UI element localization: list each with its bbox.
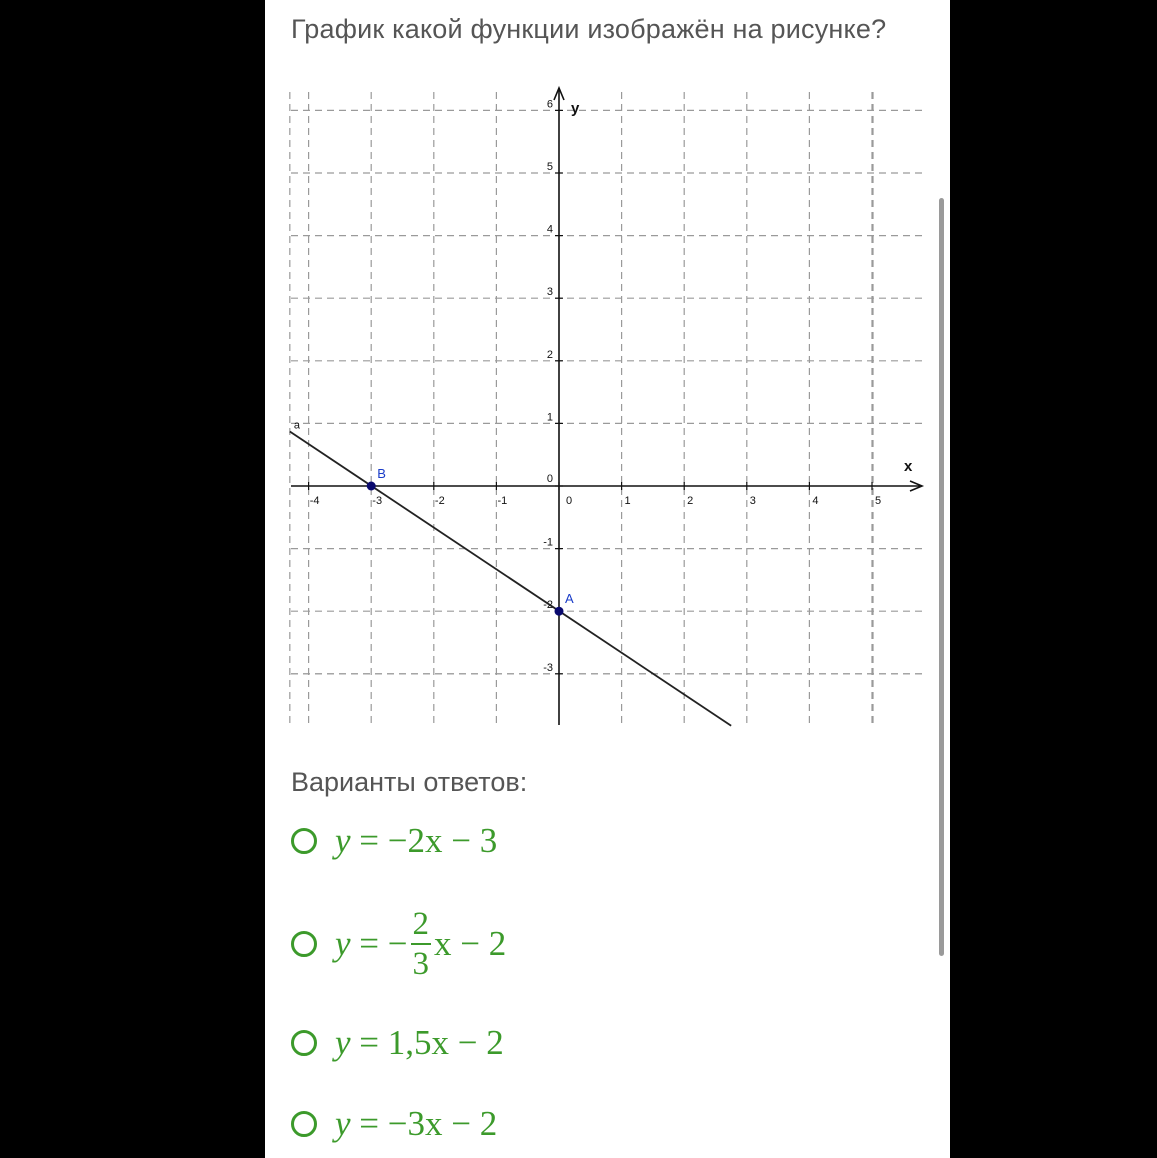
- y-tick-label: 1: [546, 411, 553, 424]
- x-tick-label: -4: [309, 495, 320, 507]
- answer-formula: y = − $\frac{2}{3}$ x − 2: [335, 905, 507, 982]
- x-tick-label: 1: [624, 495, 631, 507]
- x-tick-label: 3: [749, 495, 756, 507]
- answer-option-1[interactable]: [291, 816, 497, 866]
- answer-formula: y = 1,5x − 2: [335, 1023, 504, 1062]
- x-tick-label: 4: [812, 495, 819, 507]
- answer-option-4[interactable]: [291, 1099, 497, 1149]
- x-tick-label: -3: [372, 495, 383, 507]
- x-tick-label: 0: [565, 495, 573, 507]
- answers-title: Варианты ответов:: [291, 767, 528, 797]
- answer-formula: y = −3x − 2: [335, 1104, 498, 1143]
- answer-option-2[interactable]: [291, 905, 507, 982]
- y-tick-label: 6: [546, 98, 553, 111]
- x-tick-label: -2: [434, 495, 445, 507]
- point-marker: [367, 482, 376, 491]
- y-axis-label: y: [571, 100, 580, 117]
- line-name-label: a: [293, 419, 300, 432]
- y-tick-label: -2: [543, 599, 553, 612]
- point-marker: [555, 607, 564, 616]
- point-label: B: [377, 466, 386, 481]
- question-text: График какой функции изображён на рисунке?: [291, 14, 887, 44]
- scrollbar[interactable]: [939, 198, 944, 956]
- question-panel: [265, 0, 950, 1158]
- x-tick-label: 5: [874, 495, 882, 507]
- radio-button[interactable]: [291, 931, 317, 957]
- y-tick-label: -1: [543, 536, 553, 549]
- y-tick-label: 5: [546, 161, 553, 173]
- function-graph: [265, 0, 950, 740]
- answer-formula: y = −2x − 3: [335, 821, 498, 860]
- function-line: [290, 432, 731, 726]
- radio-button[interactable]: [291, 828, 317, 854]
- answer-option-3[interactable]: [291, 1018, 504, 1068]
- y-tick-label: -3: [543, 661, 553, 674]
- fraction: $\frac{2}{3}$: [412, 905, 430, 982]
- x-tick-label: 2: [687, 495, 694, 507]
- x-axis-label: x: [904, 458, 913, 475]
- y-tick-label: 3: [546, 286, 553, 299]
- radio-button[interactable]: [291, 1030, 317, 1056]
- y-tick-label: 2: [546, 348, 553, 361]
- y-tick-label: 4: [546, 223, 553, 236]
- y-tick-label: 0: [546, 473, 553, 485]
- radio-button[interactable]: [291, 1111, 317, 1137]
- x-tick-label: -1: [497, 495, 508, 507]
- point-label: A: [565, 591, 574, 607]
